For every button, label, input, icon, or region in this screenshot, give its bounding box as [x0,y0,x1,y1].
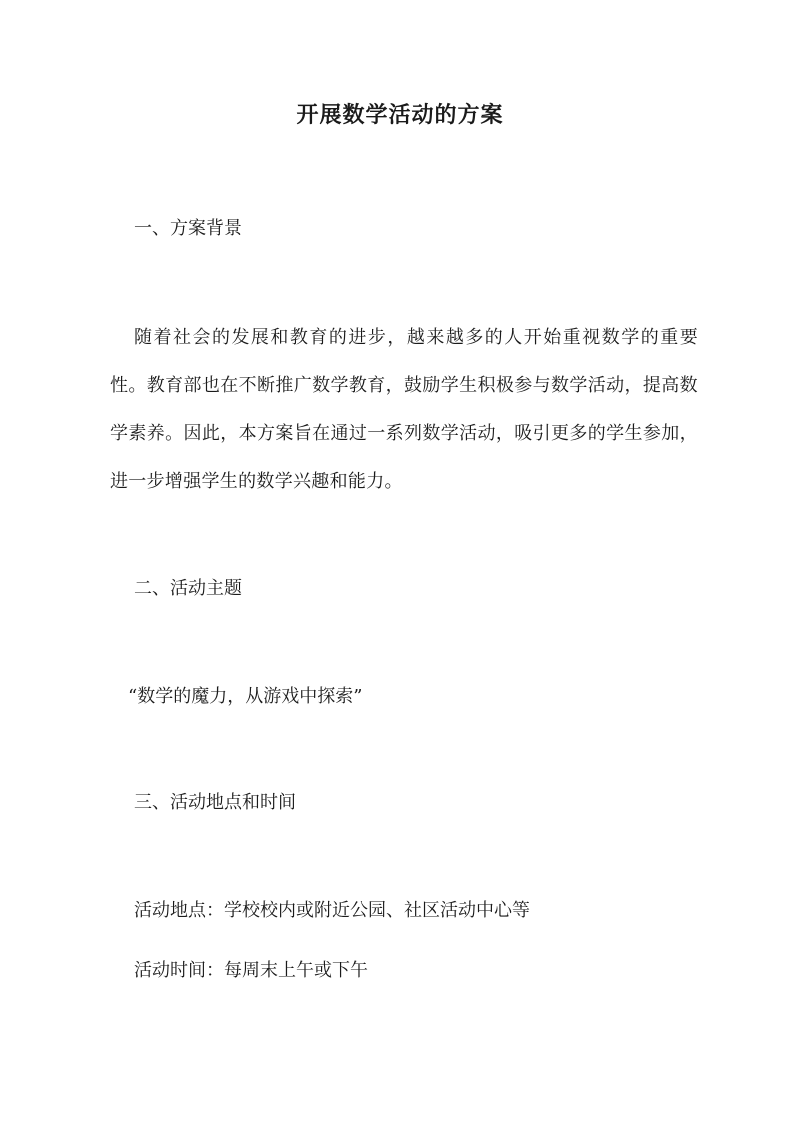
activity-theme-text: “数学的魔力，从游戏中探索” [128,686,363,707]
activity-time-text: 活动时间：每周末上午或下午 [134,960,368,981]
section-heading-place-time: 三、活动地点和时间 [134,792,296,813]
section-heading-background: 一、方案背景 [134,218,242,239]
background-paragraph: 随着社会的发展和教育的进步，越来越多的人开始重视数学的重要性。教育部也在不断推广数学教育，鼓励学生积极参与数学活动，提高数学素养。因此，本方案旨在通过一系列数学活动，吸引更多的学生参加，进一步增强学生的数学兴趣和能力。 [110,327,698,492]
activity-location-text: 活动地点：学校校内或附近公园、社区活动中心等 [134,900,530,921]
section-heading-theme: 二、活动主题 [134,578,242,599]
document-title: 开展数学活动的方案 [296,102,504,128]
